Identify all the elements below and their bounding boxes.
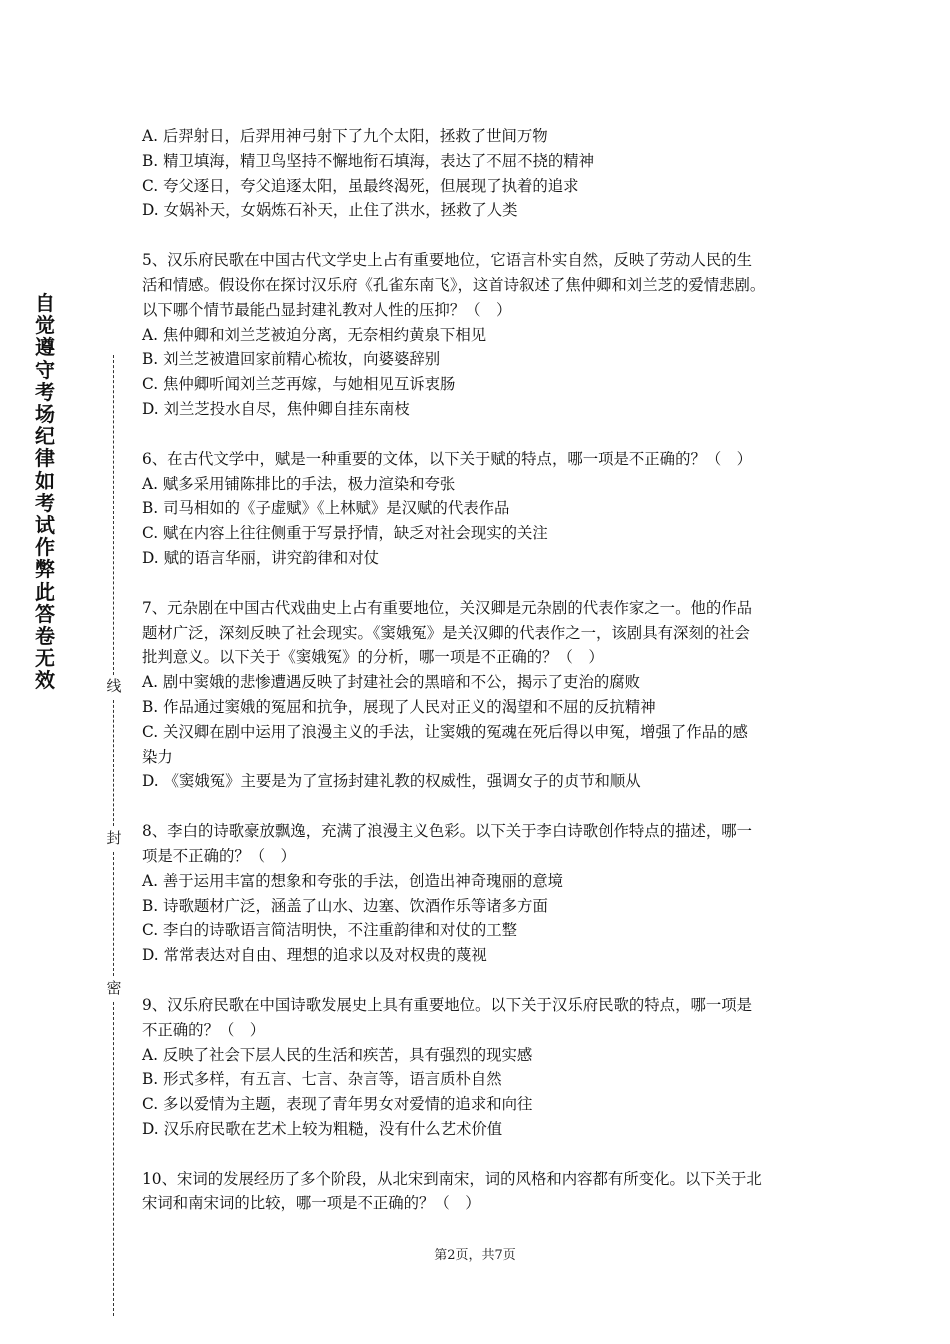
question-stem-line: 6、在古代文学中，赋是一种重要的文体，以下关于赋的特点，哪一项是不正确的？（ ） bbox=[142, 449, 753, 468]
answer-option: C. 关汉卿在剧中运用了浪漫主义的手法，让窦娥的冤魂在死后得以申冤，增强了作品的感 bbox=[142, 722, 748, 741]
binding-dashed-line-lower bbox=[113, 852, 114, 976]
answer-option: B. 作品通过窦娥的冤屈和抗争，展现了人民对正义的渴望和不屈的反抗精神 bbox=[142, 697, 656, 716]
question-list bbox=[142, 124, 812, 1216]
binding-mark-xian: 线 bbox=[104, 678, 124, 694]
answer-option: C. 夸父逐日，夸父追逐太阳，虽最终渴死，但展现了执着的追求 bbox=[142, 176, 579, 195]
answer-option: C. 多以爱情为主题，表现了青年男女对爱情的追求和向往 bbox=[142, 1095, 533, 1114]
answer-option: A. 焦仲卿和刘兰芝被迫分离，无奈相约黄泉下相见 bbox=[142, 325, 487, 344]
question-q7 bbox=[142, 596, 812, 794]
binding-mark-mi: 密 bbox=[104, 980, 124, 996]
answer-option: B. 形式多样，有五言、七言、杂言等，语言质朴自然 bbox=[142, 1070, 502, 1089]
answer-option: A. 后羿射日，后羿用神弓射下了九个太阳，拯救了世间万物 bbox=[142, 127, 548, 145]
page-number: 第2页，共7页 bbox=[434, 1248, 516, 1263]
question-q5 bbox=[142, 248, 812, 422]
answer-option: D. 刘兰芝投水自尽，焦仲卿自挂东南枝 bbox=[142, 399, 410, 418]
question-stem-line: 7、元杂剧在中国古代戏曲史上占有重要地位，关汉卿是元杂剧的代表作家之一。他的作品 bbox=[142, 598, 753, 617]
answer-option: D. 常常表达对自由、理想的追求以及对权贵的蔑视 bbox=[142, 946, 487, 965]
question-stem-line: 题材广泛，深刻反映了社会现实。《窦娥冤》是关汉卿的代表作之一，该剧具有深刻的社会 bbox=[142, 623, 750, 642]
answer-option: D. 女娲补天，女娲炼石补天，止住了洪水，拯救了人类 bbox=[142, 201, 518, 220]
answer-option: A. 善于运用丰富的想象和夸张的手法，创造出神奇瑰丽的意境 bbox=[142, 871, 564, 890]
binding-dashed-line-bottom bbox=[113, 1002, 114, 1316]
binding-dashed-line-top bbox=[113, 355, 114, 675]
question-spacer bbox=[142, 223, 812, 248]
answer-option: B. 精卫填海，精卫鸟坚持不懈地衔石填海，表达了不屈不挠的精神 bbox=[142, 151, 595, 170]
question-spacer bbox=[142, 1142, 812, 1167]
answer-option: A. 反映了社会下层人民的生活和疾苦，具有强烈的现实感 bbox=[142, 1045, 533, 1064]
answer-option: B. 刘兰芝被遣回家前精心梳妆，向婆婆辞别 bbox=[142, 350, 441, 369]
question-spacer bbox=[142, 794, 812, 819]
answer-option: D. 汉乐府民歌在艺术上较为粗糙，没有什么艺术价值 bbox=[142, 1119, 503, 1138]
question-stem-line: 宋词和南宋词的比较，哪一项是不正确的？（ ） bbox=[142, 1194, 481, 1213]
question-stem-line: 项是不正确的？（ ） bbox=[142, 846, 296, 865]
question-stem-line: 以下哪个情节最能凸显封建礼教对人性的压抑？（ ） bbox=[142, 300, 512, 319]
answer-option: C. 赋在内容上往往侧重于写景抒情，缺乏对社会现实的关注 bbox=[142, 524, 548, 543]
answer-option: D. 《窦娥冤》主要是为了宣扬封建礼教的权威性，强调女子的贞节和顺从 bbox=[142, 772, 641, 791]
question-stem-line: 活和情感。假设你在探讨汉乐府《孔雀东南飞》，这首诗叙述了焦仲卿和刘兰芝的爱情悲剧。 bbox=[142, 275, 766, 294]
question-spacer bbox=[142, 422, 812, 447]
question-stem-line: 10、宋词的发展经历了多个阶段，从北宋到南宋，词的风格和内容都有所变化。以下关于北 bbox=[142, 1169, 762, 1188]
binding-dashed-line-middle bbox=[113, 700, 114, 826]
question-spacer bbox=[142, 571, 812, 596]
answer-option: B. 诗歌题材广泛，涵盖了山水、边塞、饮酒作乐等诸多方面 bbox=[142, 896, 548, 915]
question-stem-line: 批判意义。以下关于《窦娥冤》的分析，哪一项是不正确的？（ ） bbox=[142, 648, 604, 667]
answer-option: D. 赋的语言华丽，讲究韵律和对仗 bbox=[142, 548, 380, 567]
question-q10 bbox=[142, 1167, 812, 1217]
answer-option: 染力 bbox=[142, 747, 173, 766]
question-stem-line: 9、汉乐府民歌在中国诗歌发展史上具有重要地位。以下关于汉乐府民歌的特点，哪一项是 bbox=[142, 995, 753, 1014]
question-q4 bbox=[142, 124, 812, 223]
answer-option: A. 赋多采用铺陈排比的手法，极力渲染和夸张 bbox=[142, 474, 456, 493]
answer-option: C. 李白的诗歌语言简洁明快，不注重韵律和对仗的工整 bbox=[142, 921, 517, 940]
question-q9 bbox=[142, 993, 812, 1142]
question-stem-line: 8、李白的诗歌豪放飘逸，充满了浪漫主义色彩。以下关于李白诗歌创作特点的描述，哪一 bbox=[142, 822, 753, 841]
answer-option: A. 剧中窦娥的悲惨遭遇反映了封建社会的黑暗和不公，揭示了吏治的腐败 bbox=[142, 673, 641, 692]
exam-notice-vertical: 自觉遵守考场纪律如考试作弊此答卷无效 bbox=[35, 291, 55, 693]
question-stem-line: 不正确的？（ ） bbox=[142, 1020, 266, 1039]
answer-option: B. 司马相如的《子虚赋》《上林赋》是汉赋的代表作品 bbox=[142, 499, 510, 518]
answer-option: C. 焦仲卿听闻刘兰芝再嫁，与她相见互诉衷肠 bbox=[142, 375, 456, 394]
question-stem-line: 5、汉乐府民歌在中国古代文学史上占有重要地位，它语言朴实自然，反映了劳动人民的生 bbox=[142, 251, 753, 270]
question-spacer bbox=[142, 968, 812, 993]
question-q8 bbox=[142, 819, 812, 968]
question-q6 bbox=[142, 447, 812, 571]
binding-mark-feng: 封 bbox=[104, 830, 124, 846]
